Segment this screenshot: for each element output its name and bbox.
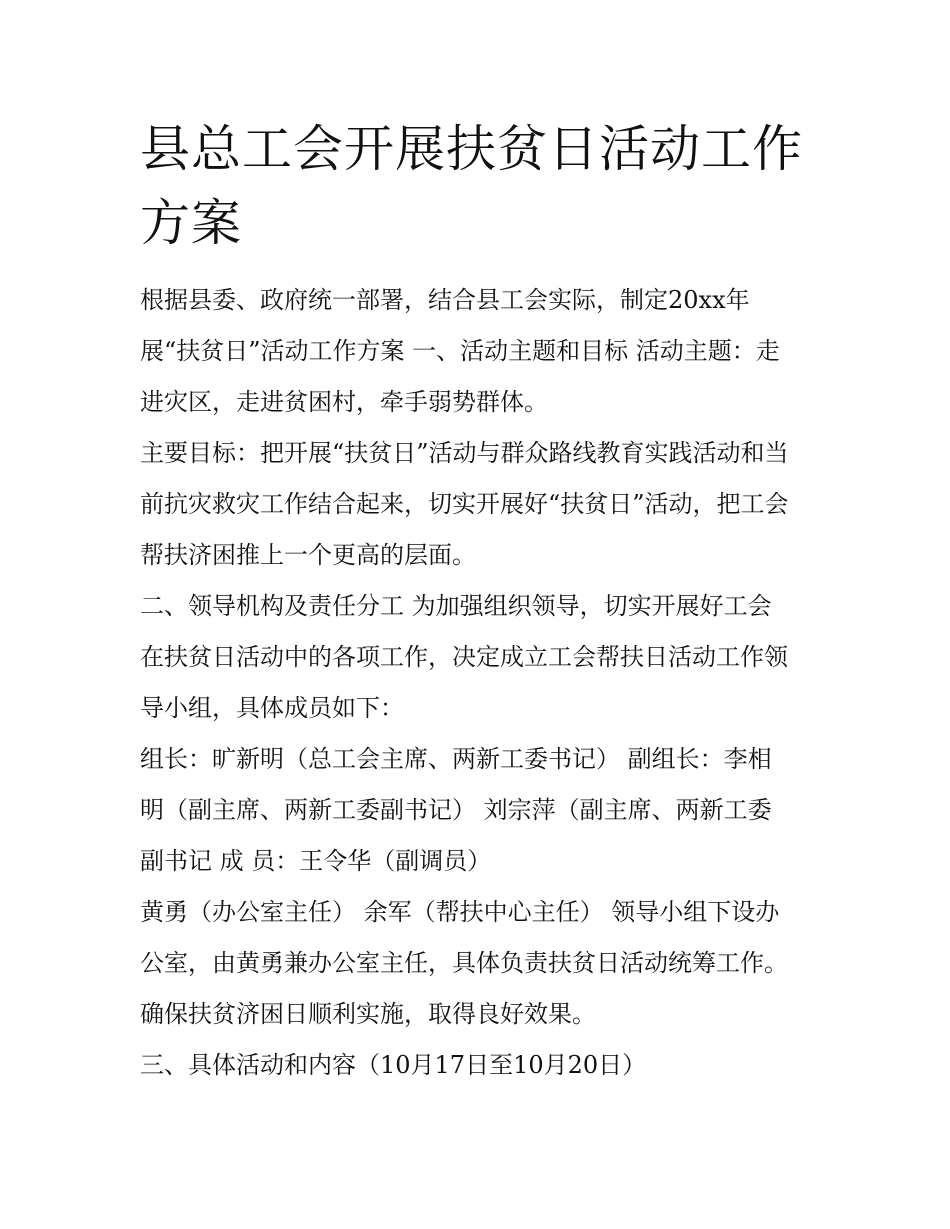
body-line: 公室，由黄勇兼办公室主任，具体负责扶贫日活动统筹工作。 xyxy=(140,949,788,977)
body-line: 二、领导机构及责任分工 为加强组织领导，切实开展好工会 xyxy=(140,592,772,620)
body-line: 组长：旷新明（总工会主席、两新工委书记） 副组长：李相 xyxy=(140,745,772,773)
body-line: 主要目标：把开展“扶贫日”活动与群众路线教育实践活动和当 xyxy=(140,439,789,467)
title-line-1: 县总工会开展扶贫日活动工作 xyxy=(140,120,803,178)
body-line: 三、具体活动和内容（10月17日至10月20日） xyxy=(140,1051,647,1079)
title-line-2: 方案 xyxy=(140,194,242,252)
body-line: 副书记 成 员：王令华（副调员） xyxy=(140,847,492,875)
body-line: 进灾区，走进贫困村，牵手弱势群体。 xyxy=(140,388,548,416)
body-line: 展“扶贫日”活动工作方案 一、活动主题和目标 活动主题：走 xyxy=(140,337,780,365)
body-line: 根据县委、政府统一部署，结合县工会实际，制定20xx年 xyxy=(140,286,750,314)
body-line: 前抗灾救灾工作结合起来，切实开展好“扶贫日”活动，把工会 xyxy=(140,490,789,518)
body-line: 确保扶贫济困日顺利实施，取得良好效果。 xyxy=(140,1000,596,1028)
document-body xyxy=(140,275,830,1091)
body-line: 导小组，具体成员如下： xyxy=(140,694,404,722)
document-title xyxy=(140,112,820,260)
body-line: 在扶贫日活动中的各项工作，决定成立工会帮扶日活动工作领 xyxy=(140,643,788,671)
body-line: 黄勇（办公室主任） 余军（帮扶中心主任） 领导小组下设办 xyxy=(140,898,780,926)
body-line: 明（副主席、两新工委副书记） 刘宗萍（副主席、两新工委 xyxy=(140,796,772,824)
body-line: 帮扶济困推上一个更高的层面。 xyxy=(140,541,476,569)
